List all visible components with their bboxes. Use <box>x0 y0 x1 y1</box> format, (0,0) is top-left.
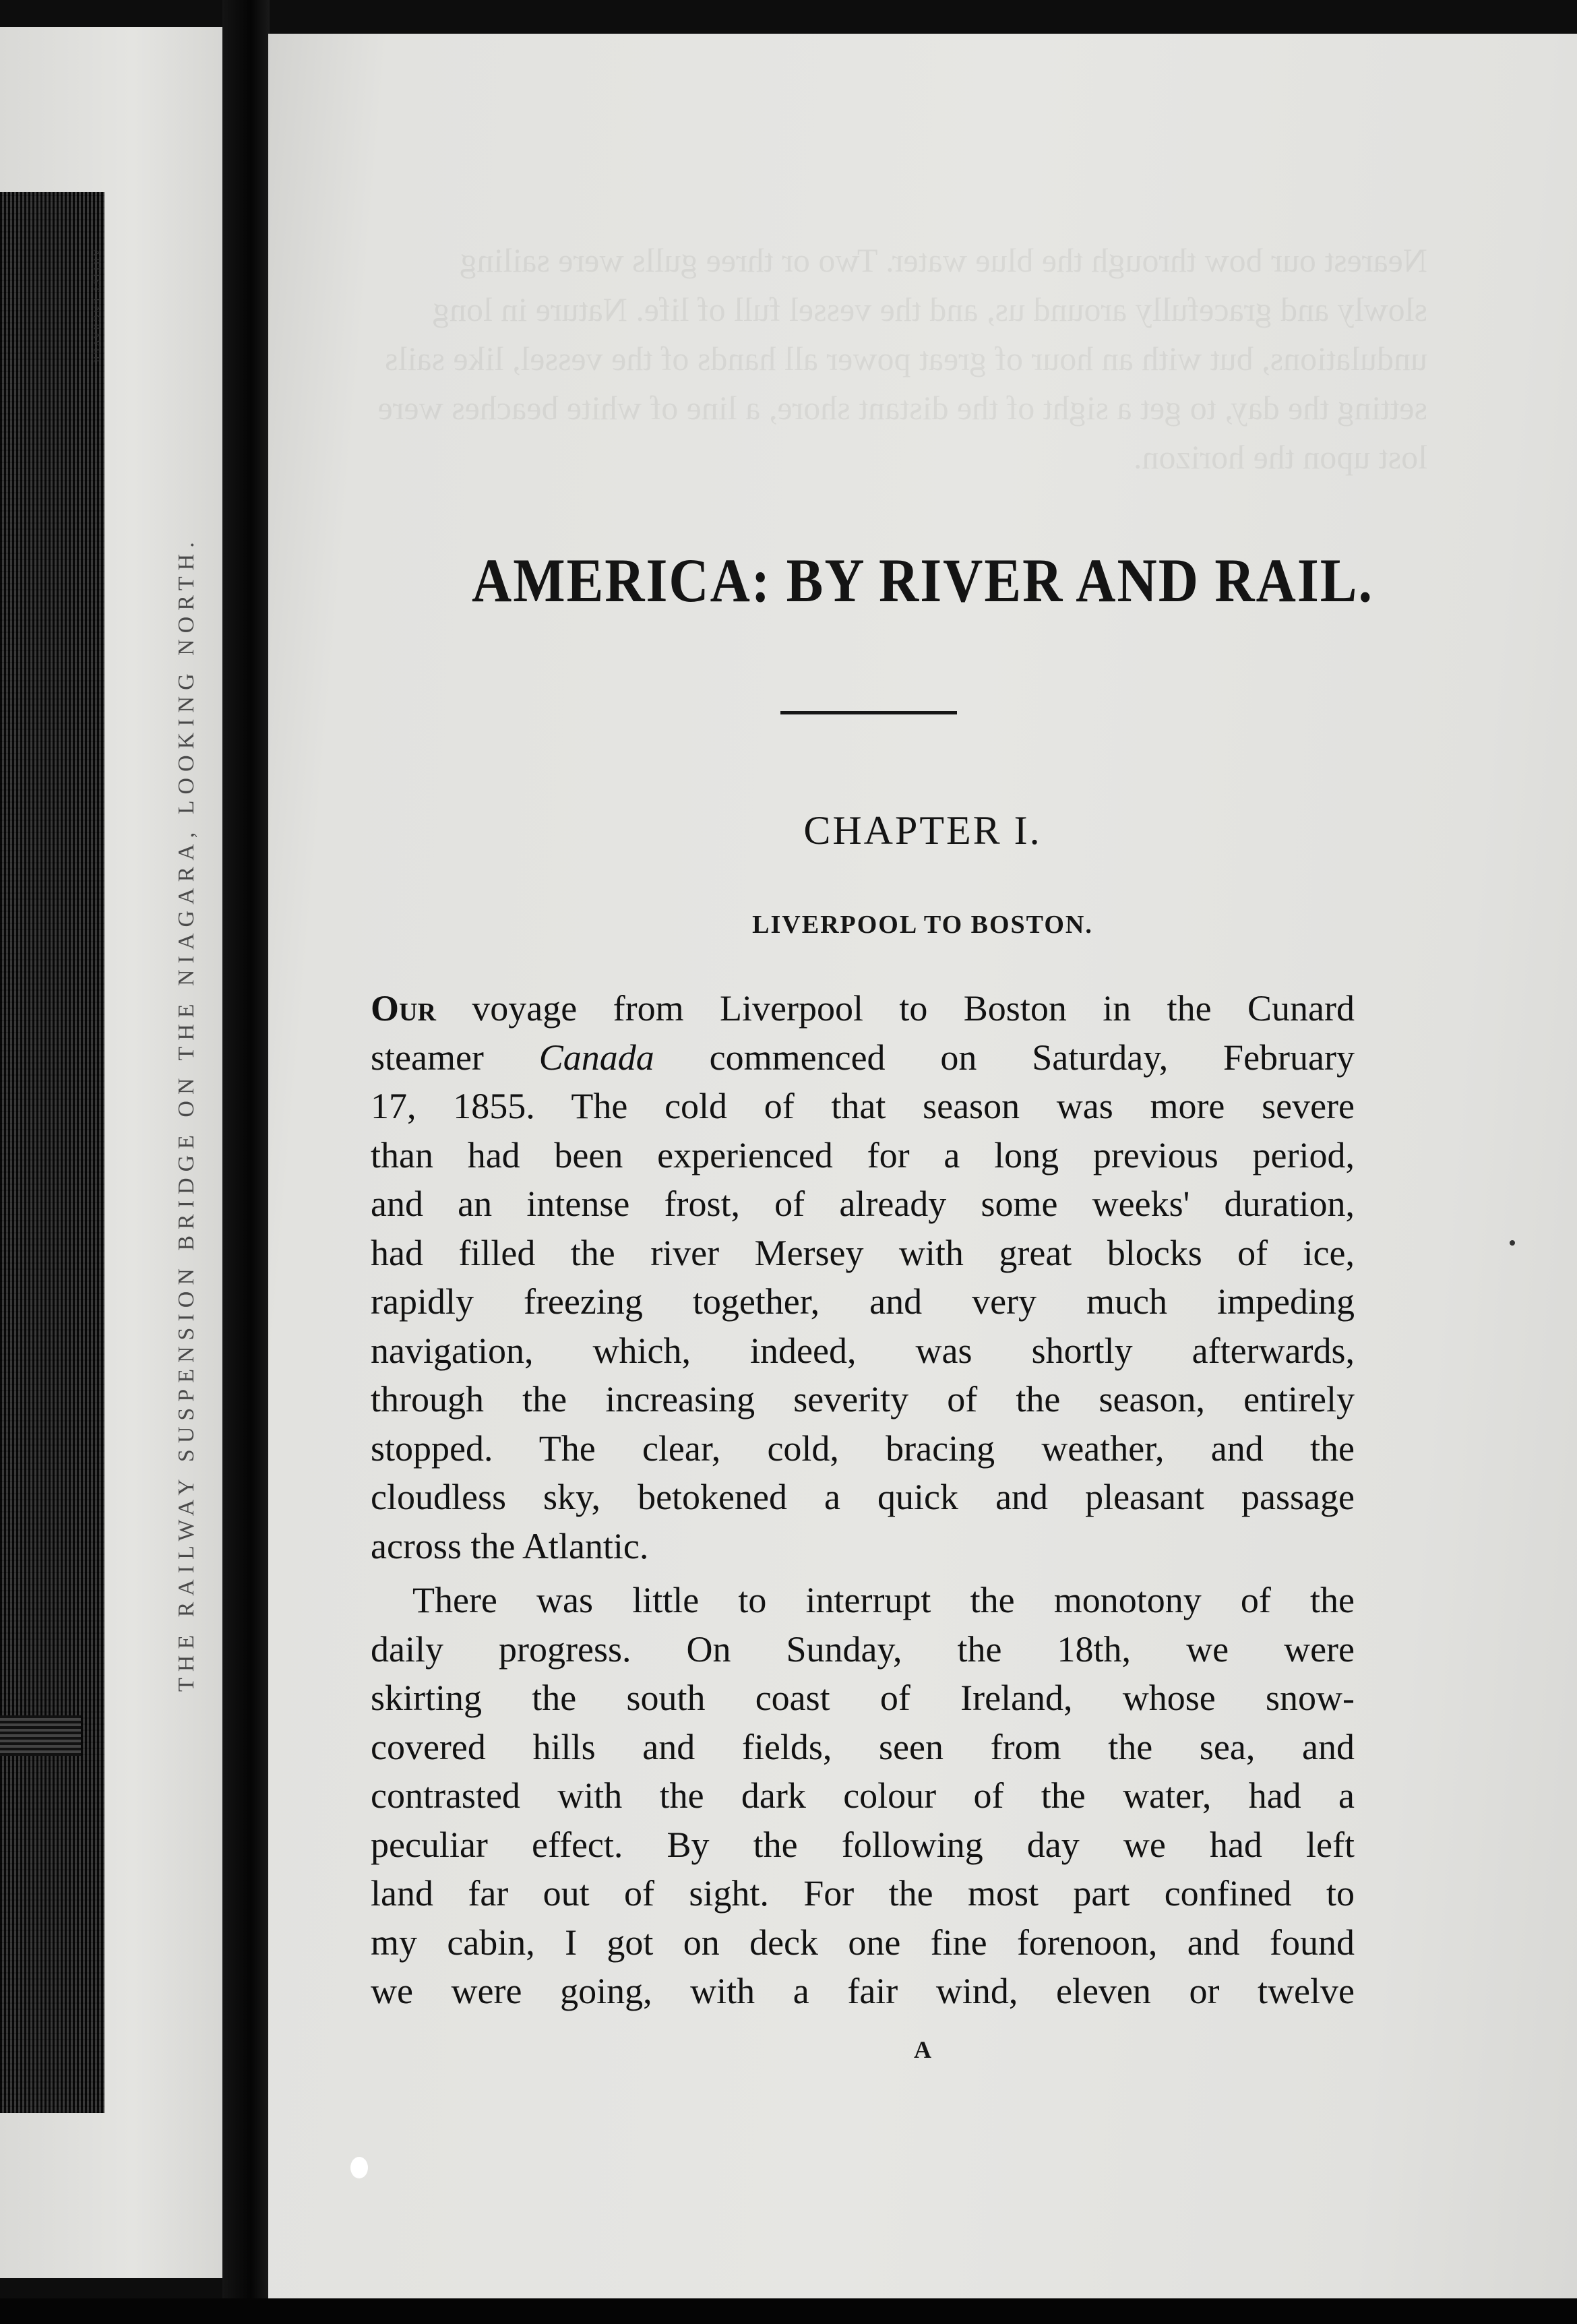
paragraph-1 <box>371 984 1355 1570</box>
text-line: cloudless sky, betokened a quick and pleasant passage <box>371 1477 1355 1517</box>
opening-word: Our <box>371 988 436 1029</box>
text-line: peculiar effect. By the following day we had left <box>371 1824 1355 1865</box>
text-line: my cabin, I got on deck one fine forenoon, and found <box>371 1922 1355 1963</box>
paper-speck <box>350 2157 368 2178</box>
text-page <box>268 34 1577 2298</box>
text-line: daily progress. On Sunday, the 18th, we were <box>371 1628 1355 1670</box>
text-line: skirting the south coast of Ireland, whose snow- <box>371 1678 1355 1718</box>
show-through-texture: Nearest our bow through the blue water. Two or three gulls were sailing slowly and gracefully around us, and the vessel full of life. Nature in long undulations, but with an hour of great power all hands of the vessel, like sails setting the day, to get a sight of the distant shore, a line of white beaches were lost upon the horizon. <box>377 241 1427 476</box>
book-gutter <box>222 0 270 2324</box>
title-rule <box>780 711 957 714</box>
chapter-number: CHAPTER I. <box>803 808 1042 853</box>
text-line: covered hills and fields, seen from the sea, and <box>371 1726 1355 1767</box>
signature-mark: A <box>914 2036 931 2063</box>
text-line: There was little to interrupt the monotony of the <box>412 1580 1355 1620</box>
text-line: had filled the river Mersey with great blocks of ice, <box>371 1232 1355 1273</box>
scan-border <box>0 2298 1577 2324</box>
text-line: than had been experienced for a long previous period, <box>371 1134 1355 1175</box>
text-line: across the Atlantic. <box>371 1525 649 1566</box>
ship-name: Canada <box>538 1037 654 1078</box>
chapter-title: LIVERPOOL TO BOSTON. <box>752 911 1093 939</box>
engraving-credit: ARTIST ENGRAVER <box>91 249 101 365</box>
text-line: steamer Canada commenced on Saturday, February <box>371 1037 1355 1078</box>
text-line: 17, 1855. The cold of that season was more severe <box>371 1086 1355 1126</box>
paper-speck <box>1510 1240 1515 1246</box>
paragraph-2 <box>371 1576 1355 2016</box>
frontispiece-page <box>0 27 222 2278</box>
text-line: navigation, which, indeed, was shortly afterwards, <box>371 1330 1355 1371</box>
text-line: rapidly freezing together, and very much impeding <box>371 1281 1355 1322</box>
text-line: contrasted with the dark colour of the water, had a <box>371 1775 1355 1816</box>
text-line: we were going, with a fair wind, eleven or twelve <box>371 1971 1355 2011</box>
engraving-bridge-deck <box>0 1715 81 1756</box>
text-line: land far out of sight. For the most part confined to <box>371 1873 1355 1914</box>
text-line: Our voyage from Liverpool to Boston in the Cunard <box>371 988 1355 1029</box>
book-title: AMERICA: BY RIVER AND RAIL. <box>472 546 1373 615</box>
bridge-engraving-image <box>0 192 104 2113</box>
plate-caption: THE RAILWAY SUSPENSION BRIDGE ON THE NIAGARA, LOOKING NORTH. <box>174 536 199 1692</box>
text-line: through the increasing severity of the season, entirely <box>371 1379 1355 1419</box>
body-text <box>371 984 1355 2016</box>
text-line: and an intense frost, of already some weeks' duration, <box>371 1184 1355 1224</box>
text-line: stopped. The clear, cold, bracing weather, and the <box>371 1428 1355 1469</box>
